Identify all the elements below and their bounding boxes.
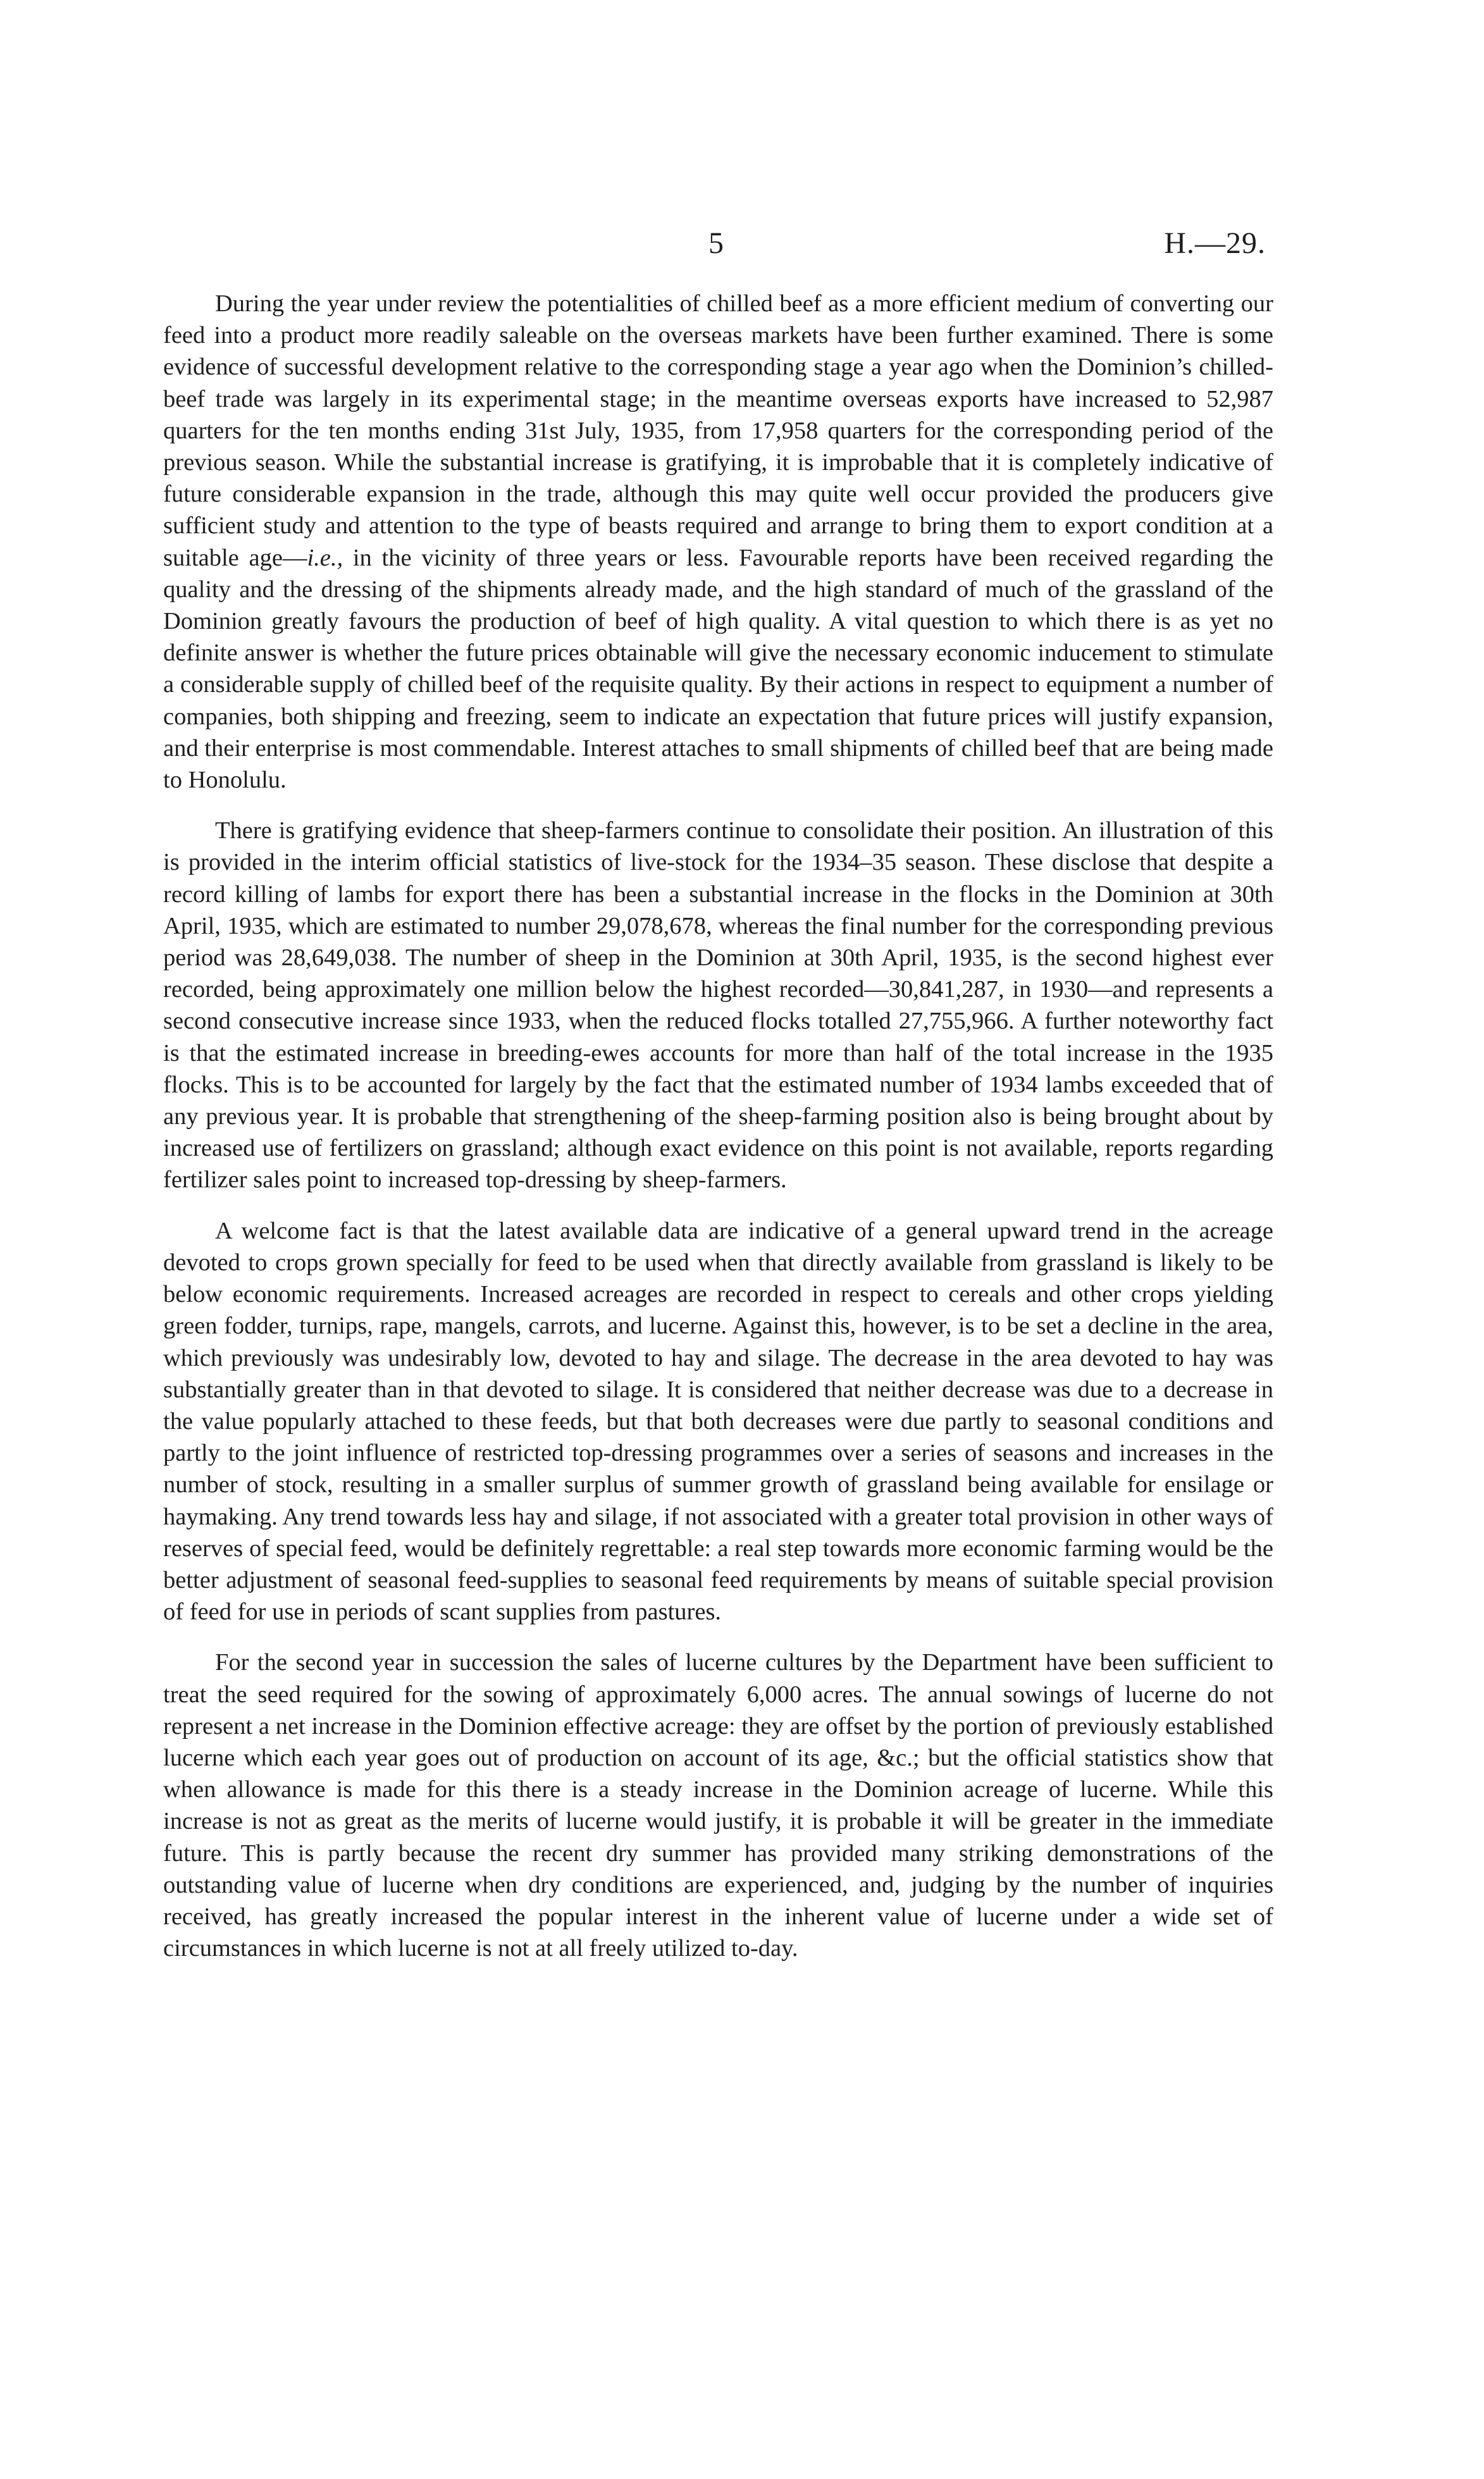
- page-header: [0, 218, 1484, 269]
- paragraph-feed-crops: A welcome fact is that the latest available data are indicative of a general upward trend in the acreage devoted to crops grown specially for feed to be used when that directly available from grassland is likely to be below economic requirements. Increased acreages are recorded in respect to cereals and other crops yielding green fodder, turnips, rape, mangels, carrots, and lucerne. Against this, however, is to be set a decline in the area, which previously was undesirably low, devoted to hay and silage. The decrease in the area devoted to hay was substantially greater than in that devoted to silage. It is considered that neither decrease was due to a decrease in the value popularly attached to these feeds, but that both decreases were due partly to seasonal conditions and partly to the joint influence of restricted top-dressing programmes over a series of seasons and increases in the number of stock, resulting in a smaller surplus of summer growth of grassland being available for ensilage or haymaking. Any trend towards less hay and silage, if not associated with a greater total provision in other ways of reserves of special feed, would be definitely regrettable: a real step towards more economic farming would be the better adjustment of seasonal feed-supplies to seasonal feed requirements by means of suitable special provision of feed for use in periods of scant supplies from pastures.: [163, 1217, 1273, 1626]
- page-number: 5: [708, 226, 724, 260]
- document-reference: H.—29.: [1164, 226, 1266, 260]
- paragraph-sheep-farmers: There is gratifying evidence that sheep-farmers continue to consolidate their position. An illustration of this is provided in the interim official statistics of live-stock for the 1934–35 season. These disclose that despite a record killing of lambs for export there has been a substantial increase in the flocks in the Dominion at 30th April, 1935, which are estimated to number 29,078,678, whereas the final number for the corresponding previous period was 28,649,038. The number of sheep in the Dominion at 30th April, 1935, is the second highest ever recorded, being approximately one million below the highest recorded—30,841,287, in 1930—and represents a second consecutive increase since 1933, when the reduced flocks totalled 27,755,966. A further noteworthy fact is that the estimated increase in breeding-ewes accounts for more than half of the total increase in the 1935 flocks. This is to be accounted for largely by the fact that the estimated number of 1934 lambs exceeded that of any previous year. It is probable that strengthening of the sheep-farming position also is being brought about by increased use of fertilizers on grassland; although exact evidence on this point is not available, reports regarding fertilizer sales point to increased top-dressing by sheep-farmers.: [163, 817, 1273, 1194]
- paragraph-chilled-beef: During the year under review the potentialities of chilled beef as a more efficient medium of converting our feed into a product more readily saleable on the overseas markets have been further examined. There is some evidence of successful development relative to the corresponding stage a year ago when the Dominion’s chilled-beef trade was largely in its experimental stage; in the meantime overseas exports have increased to 52,987 quarters for the ten months ending 31st July, 1935, from 17,958 quarters for the corresponding period of the previous season. While the substantial increase is gratifying, it is improbable that it is completely indicative of future considerable expansion in the trade, although this may quite well occur provided the producers give sufficient study and attention to the type of beasts required and arrange to bring them to export condition at a suitable age—i.e., in the vicinity of three years or less. Favourable reports have been received regarding the quality and the dressing of the shipments already made, and the high standard of much of the grassland of the Dominion greatly favours the production of beef of high quality. A vital question to which there is as yet no definite answer is whether the future prices obtainable will give the necessary economic inducement to stimulate a considerable supply of chilled beef of the requisite quality. By their actions in respect to equipment a number of companies, both shipping and freezing, seem to indicate an expectation that future prices will justify expansion, and their enterprise is most commendable. Interest attaches to small shipments of chilled beef that are being made to Honolulu.: [163, 290, 1273, 794]
- paragraph-lucerne: For the second year in succession the sales of lucerne cultures by the Department have been sufficient to treat the seed required for the sowing of approximately 6,000 acres. The annual sowings of lucerne do not represent a net increase in the Dominion effective acreage: they are offset by the portion of previously established lucerne which each year goes out of production on account of its age, &c.; but the official statistics show that when allowance is made for this there is a steady increase in the Dominion acreage of lucerne. While this increase is not as great as the merits of lucerne would justify, it is probable it will be greater in the immediate future. This is partly because the recent dry summer has provided many striking demonstrations of the outstanding value of lucerne when dry conditions are experienced, and, judging by the number of inquiries received, has greatly increased the popular interest in the inherent value of lucerne under a wide set of circumstances in which lucerne is not at all freely utilized to-day.: [163, 1649, 1273, 1962]
- body-text: [163, 288, 1273, 1983]
